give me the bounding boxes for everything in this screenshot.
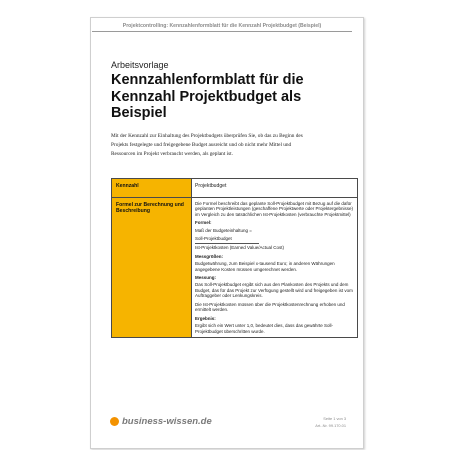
row-label-kennzahl: Kennzahl <box>112 179 192 198</box>
formel-text: Maß der Budgeteinhaltung = <box>195 227 252 233</box>
article-number: Art.-Nr. 99.170.01 <box>315 423 346 428</box>
formula-denominator: Ist-Projektkosten (Earned Value/Actual Cost) <box>195 245 284 251</box>
table-row <box>112 179 358 198</box>
messung-paragraph-1: Das Soll-Projektbudget ergibt sich aus den Plankosten des Projekts und dem Budget, das für das Projekt zur Verfügung gestellt wird und freigegeben ist vom Auftraggeber oder Lenkungskreis. <box>195 282 353 299</box>
logo-dot-icon <box>110 417 119 426</box>
row-label-formel: Formel zur Berechnung und Beschreibung <box>112 198 192 338</box>
document-subtitle: Arbeitsvorlage <box>111 60 169 70</box>
fraction-line <box>195 243 259 244</box>
messung-heading: Messung: <box>195 275 217 281</box>
row-value-kennzahl: Projektbudget <box>192 179 358 198</box>
formula-description: Die Formel beschreibt das geplante Soll-Projektbudget mit Bezug auf die dafür geplanten Projektleistungen (geschaffene Projektwerte oder Projektergebnisse) im Vergleich zu den tatsächlichen Ist-Projektkosten (verbrauchte Projektmittel) <box>195 201 354 217</box>
formula-numerator: Soll-Projektbudget <box>195 236 232 242</box>
table-row <box>112 198 358 338</box>
intro-paragraph: Mit der Kennzahl zur Einhaltung des Projektbudgets überprüfen Sie, ob das zu Beginn des Projekts festgelegte und freigegebene Budget ausreicht und ob nicht mehr Mittel und Ressourcen im Projekt verbraucht werden, als geplant ist. <box>111 133 303 158</box>
key-figure-form-table <box>111 178 358 338</box>
row-value-formel <box>192 198 358 338</box>
footer-info <box>290 415 346 429</box>
ergebnis-text: Ergibt sich ein Wert unter 1,0, bedeutet dies, dass das gewährte Soll-Projektbudget überschritten wurde. <box>195 323 333 334</box>
business-wissen-logo <box>110 416 212 427</box>
document-title: Kennzahlenformblatt für die Kennzahl Projektbudget als Beispiel <box>111 72 304 121</box>
messgroessen-heading: Messgrößen: <box>195 253 224 259</box>
formel-heading: Formel: <box>195 220 212 226</box>
header-divider <box>92 31 352 32</box>
ergebnis-heading: Ergebnis: <box>195 315 216 321</box>
logo-text: business-wissen.de <box>122 416 212 427</box>
messung-paragraph-2: Die Ist-Projektkosten müssen über die Projektkostenrechnung erhoben und ermittelt werden. <box>195 301 345 313</box>
page-number: Seite 1 von 3 <box>323 416 346 421</box>
running-header: Projektcontrolling: Kennzahlenformblatt für die Kennzahl Projektbudget (Beispiel) <box>122 23 322 29</box>
messgroessen-text: Budgetwährung, zum Beispiel x-tausend Euro; in anderen Währungen angegebene Kosten müssen umgerechnet werden. <box>195 261 335 272</box>
